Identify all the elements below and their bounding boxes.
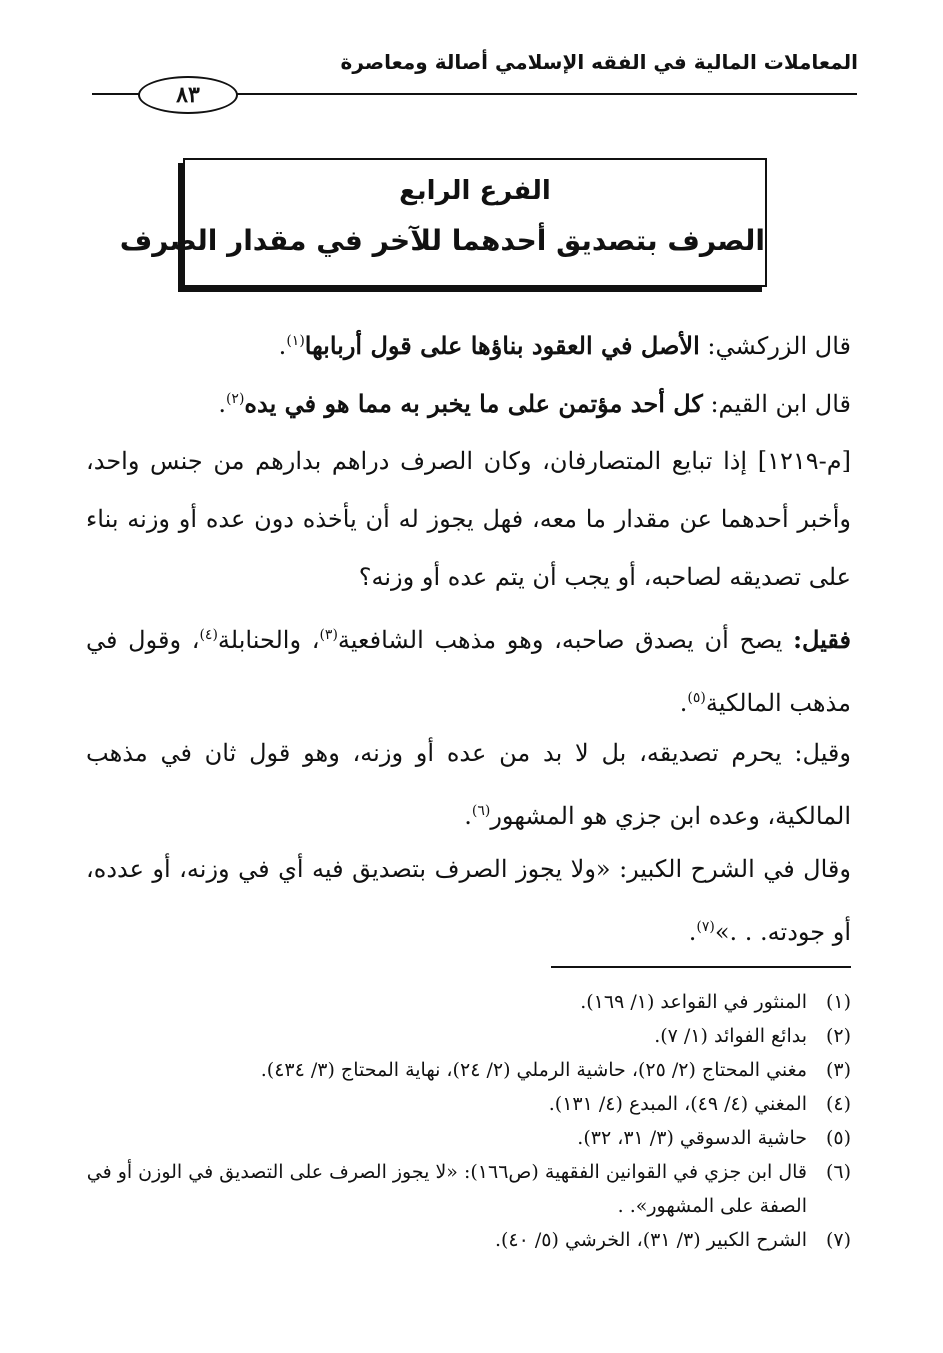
footnote-ref: (٣) — [319, 627, 338, 643]
quote-text: الأصل في العقود بناؤها على قول أربابها — [304, 331, 700, 360]
section-subtitle: الصرف بتصديق أحدهما للآخر في مقدار الصرف — [119, 224, 765, 257]
footnote-text: حاشية الدسوقي (٣/ ٣١، ٣٢). — [577, 1127, 807, 1149]
footnotes — [81, 985, 851, 1257]
footnote-ref: (٤) — [199, 627, 218, 643]
footnote-text: المنثور في القواعد (١/ ١٦٩). — [580, 991, 807, 1013]
footnote-text: الشرح الكبير (٣/ ٣١)، الخرشي (٥/ ٤٠). — [494, 1229, 807, 1251]
opinion-text: ، وقول في مذهب المالكية — [86, 626, 851, 717]
running-header: المعاملات المالية في الفقه الإسلامي أصالة ومعاصرة — [340, 50, 858, 74]
section-title: الفرع الرابع — [399, 176, 551, 206]
footnote-ref: (١) — [286, 333, 305, 349]
footnote-number: (٣) — [825, 1059, 851, 1081]
footnote — [81, 1121, 851, 1155]
footnote-number: (٥) — [825, 1127, 851, 1149]
footnote-number: (٧) — [825, 1229, 851, 1251]
footnote — [81, 985, 851, 1019]
footnote — [81, 1223, 851, 1257]
quote-zarkashi: قال الزركشي: الأصل في العقود بناؤها على قول أربابها$^{(١)}$. — [278, 331, 851, 360]
opinion-paragraph-2: وقيل: يحرم تصديقه، بل لا بد من عده أو وزنه، وهو قول ثان في مذهب المالكية، وعده ابن جزي هو المشهور$^{(٦)}$. — [86, 739, 851, 830]
opinion-paragraph-3: وقال في الشرح الكبير: «ولا يجوز الصرف بتصديق فيه أي في وزنه، أو عدده، أو جودته. . .»$^{(٧)}$. — [86, 855, 851, 946]
footnote-ref: (٧) — [696, 919, 715, 935]
opinion-paragraph-1: فقيل: يصح أن يصدق صاحبه، وهو مذهب الشافعية$^{(٣)}$، والحنابلة$^{(٤)}$، وقول في مذهب المالكية$^{(٥)}$. — [86, 625, 852, 717]
footnote — [81, 1053, 851, 1087]
footnote-ref: (٢) — [225, 391, 245, 407]
footnote-number: (٦) — [825, 1161, 851, 1183]
footnote-ref: (٦) — [471, 803, 491, 819]
opinion-text: يصح أن يصدق صاحبه، وهو مذهب الشافعية — [337, 626, 783, 654]
question-paragraph: [م-١٢١٩] إذا تبايع المتصارفان، وكان الصرف دراهم بدارهم من جنس واحد، وأخبر أحدهما عن مقدار ما معه، فهل يجوز له أن يأخذه دون عده أو وزنه بناء على تصديقه لصاحبه، أو يجب أن يتم عده أو وزنه؟ — [86, 447, 851, 591]
opinion-text: وقال في الشرح الكبير: «ولا يجوز الصرف بتصديق فيه أي في وزنه، أو عدده، أو جودته. . .» — [86, 855, 851, 946]
footnote-separator — [551, 966, 851, 968]
footnote-number: (٤) — [825, 1093, 851, 1115]
footnote — [81, 1155, 851, 1223]
footnote-text: قال ابن جزي في القوانين الفقهية (ص١٦٦): «لا يجوز الصرف على التصديق في الوزن أو في الصفة على المشهور». . — [86, 1161, 807, 1217]
footnote-ref: (٥) — [687, 690, 706, 706]
page-number: ٨٣ — [138, 76, 238, 114]
footnote — [81, 1087, 851, 1121]
footnote-text: مغني المحتاج (٢/ ٢٥)، حاشية الرملي (٢/ ٢٤)، نهاية المحتاج (٣/ ٤٣٤). — [260, 1059, 807, 1081]
footnote-number: (١) — [825, 991, 851, 1013]
footnote-number: (٢) — [825, 1025, 851, 1047]
quote-speaker: قال الزركشي: — [707, 332, 851, 360]
quote-text: كل أحد مؤتمن على ما يخبر به مما هو في يده — [244, 389, 703, 418]
footnote — [81, 1019, 851, 1053]
opinion-lead: فقيل: — [793, 625, 852, 654]
footnote-text: المغني (٤/ ٤٩)، المبدع (٤/ ١٣١). — [548, 1093, 807, 1115]
quote-ibn-qayyim: قال ابن القيم: كل أحد مؤتمن على ما يخبر به مما هو في يده$^{(٢)}$. — [218, 389, 851, 418]
opinion-text: وقيل: يحرم تصديقه، بل لا بد من عده أو وزنه، وهو قول ثان في مذهب المالكية، وعده ابن جزي هو المشهور — [86, 739, 851, 830]
opinion-text: ، والحنابلة — [217, 626, 320, 654]
footnote-text: بدائع الفوائد (١/ ٧). — [654, 1025, 807, 1047]
section-title-box — [119, 158, 767, 287]
quote-speaker: قال ابن القيم: — [710, 390, 851, 418]
